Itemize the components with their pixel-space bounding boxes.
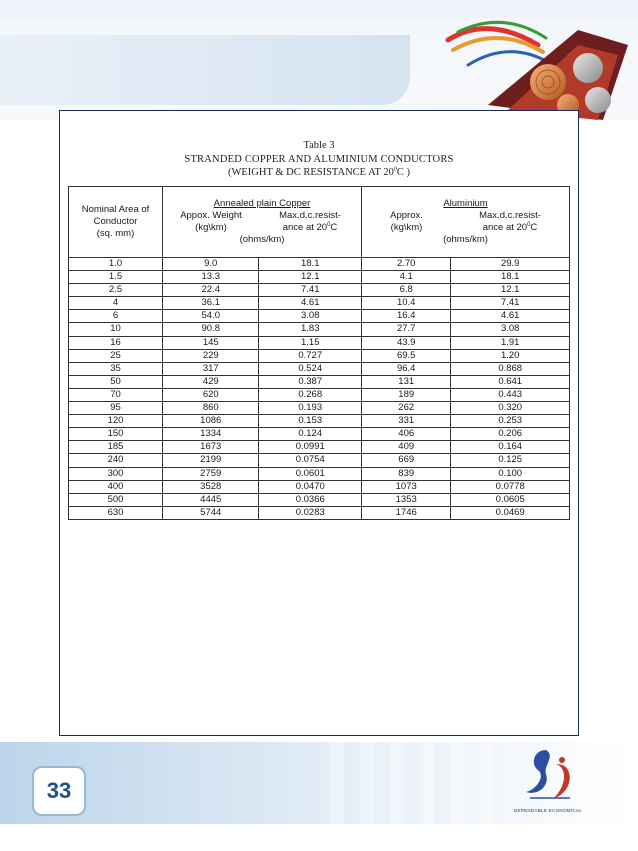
cell-alu-weight: 16.4 xyxy=(362,310,451,323)
cell-alu-weight: 669 xyxy=(362,454,451,467)
table-number: Table 3 xyxy=(303,140,335,151)
cell-copper-resistance: 0.124 xyxy=(259,428,362,441)
cell-copper-resistance: 7.41 xyxy=(259,284,362,297)
cell-alu-weight: 43.9 xyxy=(362,336,451,349)
table-row xyxy=(69,428,570,441)
cell-copper-weight: 860 xyxy=(163,402,259,415)
cell-alu-resistance: 0.868 xyxy=(451,362,570,375)
cell-copper-weight: 13.3 xyxy=(163,271,259,284)
table-title: STRANDED COPPER AND ALUMINIUM CONDUCTORS xyxy=(184,154,454,165)
cell-copper-resistance: 0.0283 xyxy=(259,506,362,519)
cell-alu-weight: 409 xyxy=(362,441,451,454)
cell-copper-weight: 54.0 xyxy=(163,310,259,323)
table-frame xyxy=(59,110,579,736)
table-row xyxy=(69,297,570,310)
cell-copper-weight: 4445 xyxy=(163,493,259,506)
cell-copper-weight: 1086 xyxy=(163,415,259,428)
cell-area: 240 xyxy=(69,454,163,467)
table-header-row xyxy=(69,187,570,258)
cell-area: 10 xyxy=(69,323,163,336)
cell-alu-resistance: 1.20 xyxy=(451,349,570,362)
cell-alu-weight: 2.70 xyxy=(362,258,451,271)
table-body xyxy=(69,258,570,520)
cell-area: 6 xyxy=(69,310,163,323)
cell-alu-weight: 1353 xyxy=(362,493,451,506)
table-row xyxy=(69,467,570,480)
cell-alu-resistance: 1.91 xyxy=(451,336,570,349)
cell-alu-weight: 96.4 xyxy=(362,362,451,375)
header-area: Nominal Area of Conductor (sq. mm) xyxy=(69,187,163,258)
cell-area: 2.5 xyxy=(69,284,163,297)
table-row xyxy=(69,323,570,336)
li-monogram-logo-icon xyxy=(516,746,580,808)
cell-area: 1.5 xyxy=(69,271,163,284)
cable-illustration-icon xyxy=(428,10,638,120)
cell-alu-weight: 189 xyxy=(362,388,451,401)
cell-copper-resistance: 0.0754 xyxy=(259,454,362,467)
header-copper-group: Annealed plain Copper xyxy=(213,198,311,209)
cell-alu-resistance: 3.08 xyxy=(451,323,570,336)
table-row xyxy=(69,415,570,428)
cell-copper-resistance: 0.524 xyxy=(259,362,362,375)
cell-copper-resistance: 0.0601 xyxy=(259,467,362,480)
cell-copper-weight: 3528 xyxy=(163,480,259,493)
table-row xyxy=(69,480,570,493)
header-blue-panel xyxy=(0,35,410,105)
cell-copper-weight: 5744 xyxy=(163,506,259,519)
cell-copper-resistance: 1.15 xyxy=(259,336,362,349)
table-row xyxy=(69,349,570,362)
cell-alu-weight: 1746 xyxy=(362,506,451,519)
cell-area: 1.0 xyxy=(69,258,163,271)
cell-area: 500 xyxy=(69,493,163,506)
cell-alu-resistance: 0.641 xyxy=(451,375,570,388)
cell-copper-weight: 1334 xyxy=(163,428,259,441)
cell-copper-resistance: 0.727 xyxy=(259,349,362,362)
footer-stripes xyxy=(330,742,510,824)
cell-alu-resistance: 0.206 xyxy=(451,428,570,441)
table-row xyxy=(69,258,570,271)
cell-copper-resistance: 12.1 xyxy=(259,271,362,284)
table-row xyxy=(69,388,570,401)
header-alu-group: Aluminium xyxy=(443,198,488,209)
table-row xyxy=(69,493,570,506)
cell-copper-weight: 620 xyxy=(163,388,259,401)
cell-alu-weight: 1073 xyxy=(362,480,451,493)
cell-copper-weight: 9.0 xyxy=(163,258,259,271)
cell-alu-resistance: 0.164 xyxy=(451,441,570,454)
cell-copper-weight: 2199 xyxy=(163,454,259,467)
cell-copper-resistance: 0.0366 xyxy=(259,493,362,506)
cell-alu-resistance: 0.443 xyxy=(451,388,570,401)
table-row xyxy=(69,284,570,297)
cell-area: 400 xyxy=(69,480,163,493)
cell-copper-weight: 1673 xyxy=(163,441,259,454)
cell-copper-weight: 36.1 xyxy=(163,297,259,310)
cell-alu-weight: 131 xyxy=(362,375,451,388)
cell-alu-weight: 6.8 xyxy=(362,284,451,297)
cell-alu-resistance: 4.61 xyxy=(451,310,570,323)
table-row xyxy=(69,375,570,388)
table-row xyxy=(69,402,570,415)
table-row xyxy=(69,454,570,467)
cell-alu-resistance: 18.1 xyxy=(451,271,570,284)
cell-copper-resistance: 18.1 xyxy=(259,258,362,271)
table-subtitle: (WEIGHT & DC RESISTANCE AT $20^0C$ ) xyxy=(227,166,411,178)
table-row xyxy=(69,441,570,454)
cell-alu-resistance: 0.0605 xyxy=(451,493,570,506)
cell-area: 4 xyxy=(69,297,163,310)
cell-alu-weight: 4.1 xyxy=(362,271,451,284)
cell-alu-weight: 406 xyxy=(362,428,451,441)
cell-alu-resistance: 0.0469 xyxy=(451,506,570,519)
cell-alu-weight: 69.5 xyxy=(362,349,451,362)
table-row xyxy=(69,310,570,323)
table-row xyxy=(69,271,570,284)
table-row xyxy=(69,336,570,349)
cell-alu-resistance: 7.41 xyxy=(451,297,570,310)
conductor-table xyxy=(68,186,570,520)
cell-area: 70 xyxy=(69,388,163,401)
header-copper: Annealed plain Copper Appox. Weight (kg\km) Max.d.c.resist- ance at $20^0C$ (ohms/km) xyxy=(163,187,362,258)
cell-alu-resistance: 0.0778 xyxy=(451,480,570,493)
cell-copper-resistance: 0.268 xyxy=(259,388,362,401)
cell-copper-weight: 22.4 xyxy=(163,284,259,297)
cell-copper-weight: 429 xyxy=(163,375,259,388)
cell-area: 300 xyxy=(69,467,163,480)
cell-alu-weight: 331 xyxy=(362,415,451,428)
page-number: 33 xyxy=(32,766,86,816)
cell-alu-resistance: 29.9 xyxy=(451,258,570,271)
cell-alu-weight: 262 xyxy=(362,402,451,415)
cell-alu-resistance: 0.253 xyxy=(451,415,570,428)
cell-area: 25 xyxy=(69,349,163,362)
cell-copper-resistance: 0.153 xyxy=(259,415,362,428)
table-row xyxy=(69,362,570,375)
cell-alu-weight: 27.7 xyxy=(362,323,451,336)
cell-copper-resistance: 3.08 xyxy=(259,310,362,323)
cell-area: 50 xyxy=(69,375,163,388)
cell-area: 150 xyxy=(69,428,163,441)
cell-alu-resistance: 12.1 xyxy=(451,284,570,297)
cell-copper-resistance: 0.387 xyxy=(259,375,362,388)
cell-copper-resistance: 0.0991 xyxy=(259,441,362,454)
logo-tagline: DEPENDABLE ECONOMICAL xyxy=(513,808,583,813)
cell-alu-weight: 839 xyxy=(362,467,451,480)
cell-alu-weight: 10.4 xyxy=(362,297,451,310)
cell-area: 35 xyxy=(69,362,163,375)
cell-copper-weight: 90.8 xyxy=(163,323,259,336)
header-aluminium: Aluminium Approx. (kg\km) Max.d.c.resist- ance at $20^0C$ (ohms/km) xyxy=(362,187,570,258)
cell-copper-resistance: 0.193 xyxy=(259,402,362,415)
cell-copper-weight: 2759 xyxy=(163,467,259,480)
cell-copper-resistance: 4.61 xyxy=(259,297,362,310)
cell-copper-weight: 317 xyxy=(163,362,259,375)
cell-alu-resistance: 0.125 xyxy=(451,454,570,467)
cell-copper-resistance: 0.0470 xyxy=(259,480,362,493)
cell-copper-resistance: 1.83 xyxy=(259,323,362,336)
cell-area: 185 xyxy=(69,441,163,454)
cell-copper-weight: 229 xyxy=(163,349,259,362)
cell-alu-resistance: 0.100 xyxy=(451,467,570,480)
cell-area: 16 xyxy=(69,336,163,349)
cell-area: 120 xyxy=(69,415,163,428)
cell-alu-resistance: 0.320 xyxy=(451,402,570,415)
cell-area: 95 xyxy=(69,402,163,415)
cell-area: 630 xyxy=(69,506,163,519)
table-row xyxy=(69,506,570,519)
cell-copper-weight: 145 xyxy=(163,336,259,349)
